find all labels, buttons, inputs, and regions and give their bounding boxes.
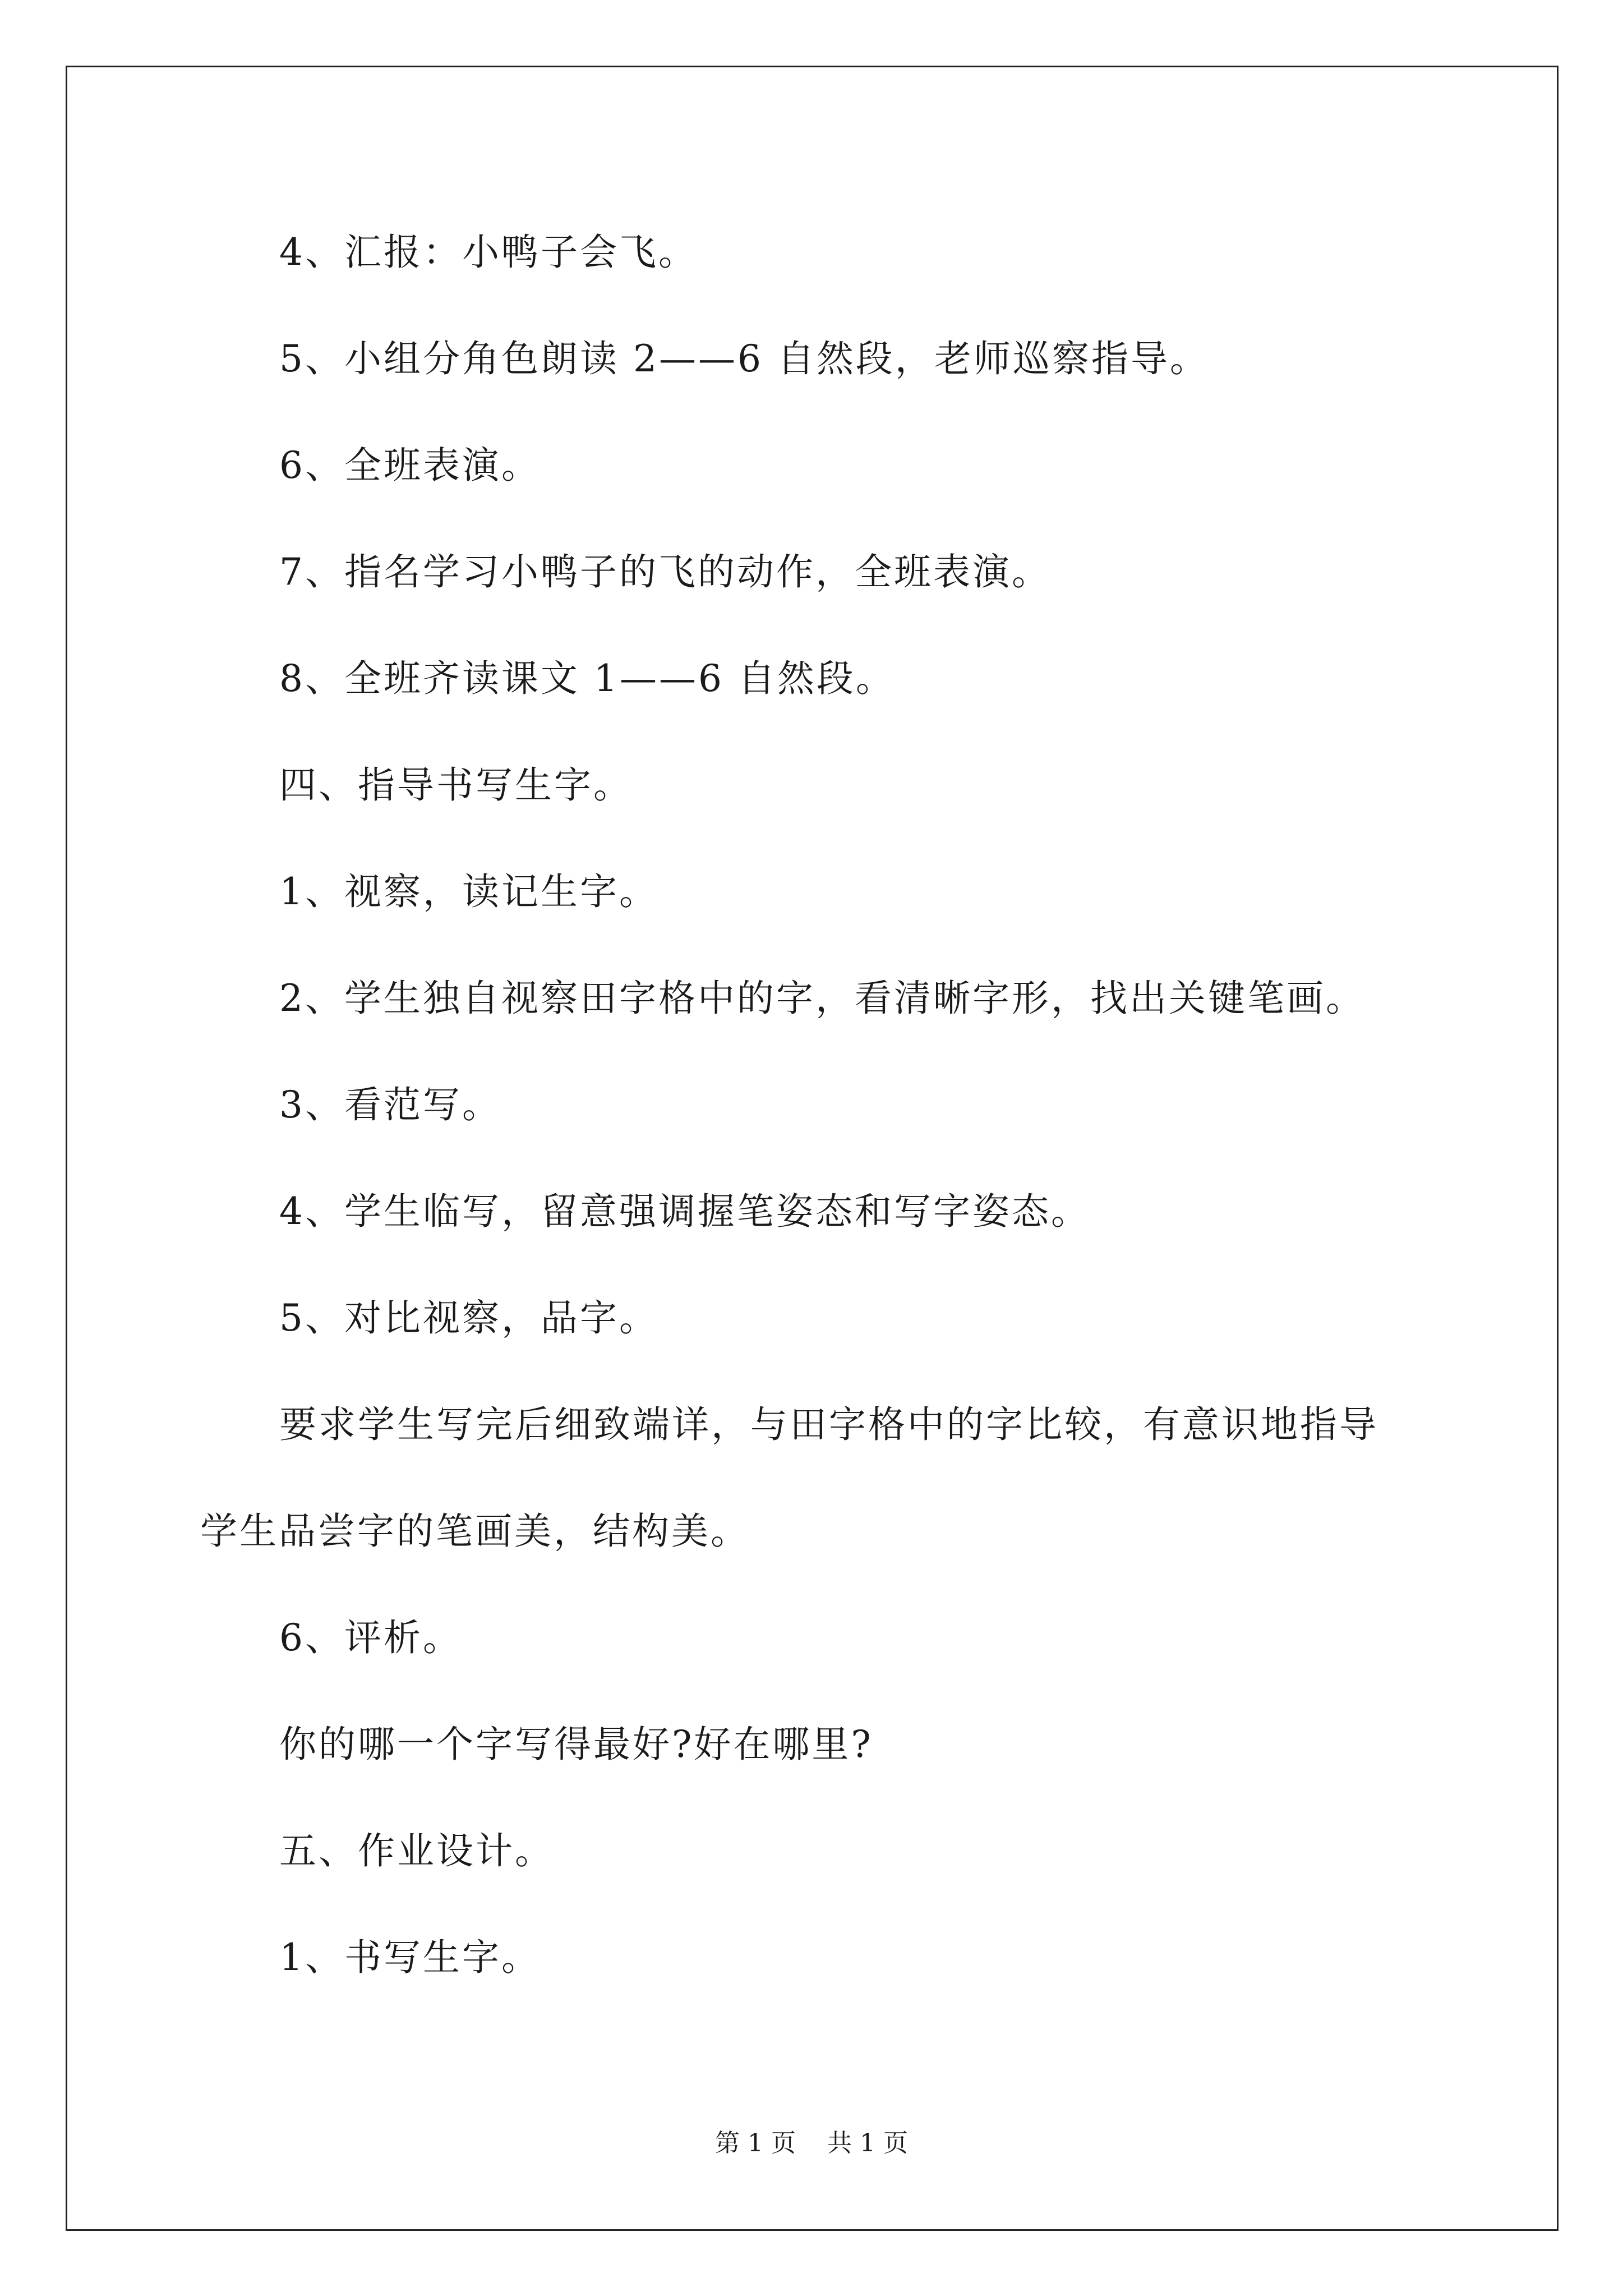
paragraph-16: 1、书写生字。 <box>279 1936 541 1979</box>
page-border <box>66 66 1559 2231</box>
paragraph-12-line-2: 学生品尝字的笔画美，结构美。 <box>200 1510 750 1553</box>
paragraph-14: 你的哪一个字写得最好?好在哪里? <box>279 1723 873 1766</box>
page-footer <box>0 2128 1623 2159</box>
paragraph-7: 1、视察，读记生字。 <box>279 870 658 913</box>
paragraph-13: 6、评析。 <box>279 1616 462 1659</box>
paragraph-10: 4、学生临写，留意强调握笔姿态和写字姿态。 <box>279 1190 1090 1233</box>
page-number: 第 1 页 <box>715 2129 796 2157</box>
section-heading-5: 五、作业设计。 <box>279 1829 554 1872</box>
paragraph-11: 5、对比视察，品字。 <box>279 1296 658 1340</box>
paragraph-5: 8、全班齐读课文 1——6 自然段。 <box>279 657 895 700</box>
paragraph-9: 3、看范写。 <box>279 1083 501 1126</box>
page-total: 共 1 页 <box>827 2129 908 2157</box>
paragraph-4: 7、指名学习小鸭子的飞的动作，全班表演。 <box>279 550 1051 593</box>
section-heading-4: 四、指导书写生字。 <box>279 763 633 807</box>
paragraph-8: 2、学生独自视察田字格中的字，看清晰字形，找出关键笔画。 <box>279 977 1365 1020</box>
paragraph-1: 4、汇报：小鸭子会飞。 <box>279 231 698 274</box>
paragraph-3: 6、全班表演。 <box>279 444 541 487</box>
paragraph-2: 5、小组分角色朗读 2——6 自然段，老师巡察指导。 <box>279 337 1209 380</box>
paragraph-12-line-1: 要求学生写完后细致端详，与田字格中的字比较，有意识地指导 <box>279 1403 1378 1446</box>
